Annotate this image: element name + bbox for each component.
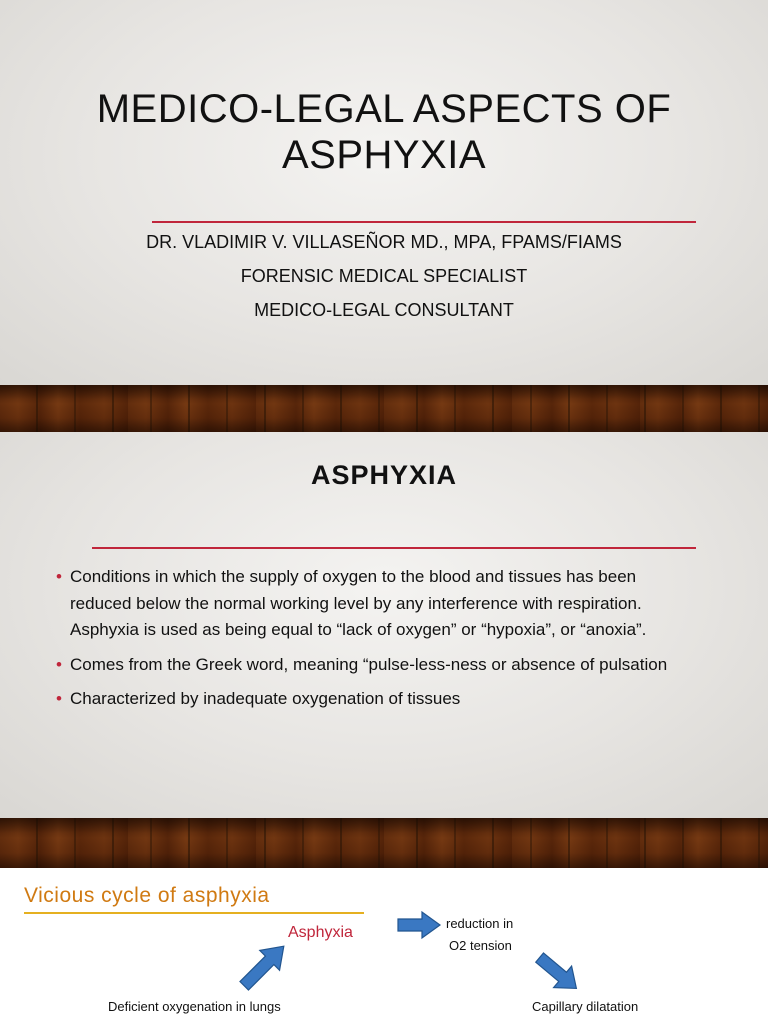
node-deficient-oxygenation: Deficient oxygenation in lungs: [108, 999, 281, 1014]
role-line-2: MEDICO-LEGAL CONSULTANT: [254, 300, 514, 320]
wood-floor-band: [0, 818, 768, 868]
blue-arrow-icon: [396, 910, 442, 940]
bullet-icon: •: [56, 654, 62, 674]
wood-floor-band: [0, 385, 768, 432]
slide-heading: ASPHYXIA: [310, 460, 458, 490]
slide-title: [40, 86, 728, 178]
title-line-2: ASPHYXIA: [281, 133, 487, 177]
bullet-text: Characterized by inadequate oxygenation of tissues: [70, 689, 461, 708]
node-reduction-line-2: O2 tension: [449, 938, 512, 953]
list-item: [56, 652, 696, 679]
title-line-1: MEDICO-LEGAL ASPECTS OF: [96, 87, 672, 131]
bullet-icon: •: [56, 689, 62, 708]
author-line: DR. VLADIMIR V. VILLASEÑOR MD., MPA, FPAMS/FIAMS: [146, 232, 622, 252]
title-slide: [0, 0, 768, 385]
role-line-1: FORENSIC MEDICAL SPECIALIST: [240, 266, 528, 286]
bullet-text: Comes from the Greek word, meaning “pulse-less-ness or absence of pulsation: [70, 654, 668, 674]
node-asphyxia: Asphyxia: [288, 924, 353, 941]
node-reduction-line-1: reduction in: [446, 916, 514, 931]
asphyxia-slide: [0, 432, 768, 818]
list-item: [56, 686, 696, 713]
vicious-cycle-slide: [0, 868, 768, 1024]
bullet-text: Conditions in which the supply of oxygen to the blood and tissues has been reduced below the normal working level by any interference with respiration. Asphyxia is used as being equal to “lack of oxygen” or “hypoxia”, or “anoxia”.: [70, 567, 647, 639]
diagram-title: Vicious cycle of asphyxia: [24, 884, 270, 907]
title-underline: [24, 912, 364, 914]
heading-divider: [92, 547, 696, 549]
list-item: [56, 564, 696, 644]
blue-arrow-icon: [232, 936, 296, 996]
title-divider: [152, 221, 696, 223]
bullet-list: [56, 564, 696, 721]
bullet-icon: •: [56, 567, 62, 586]
node-capillary-dilatation: Capillary dilatation: [532, 999, 639, 1014]
blue-arrow-icon: [530, 948, 586, 998]
